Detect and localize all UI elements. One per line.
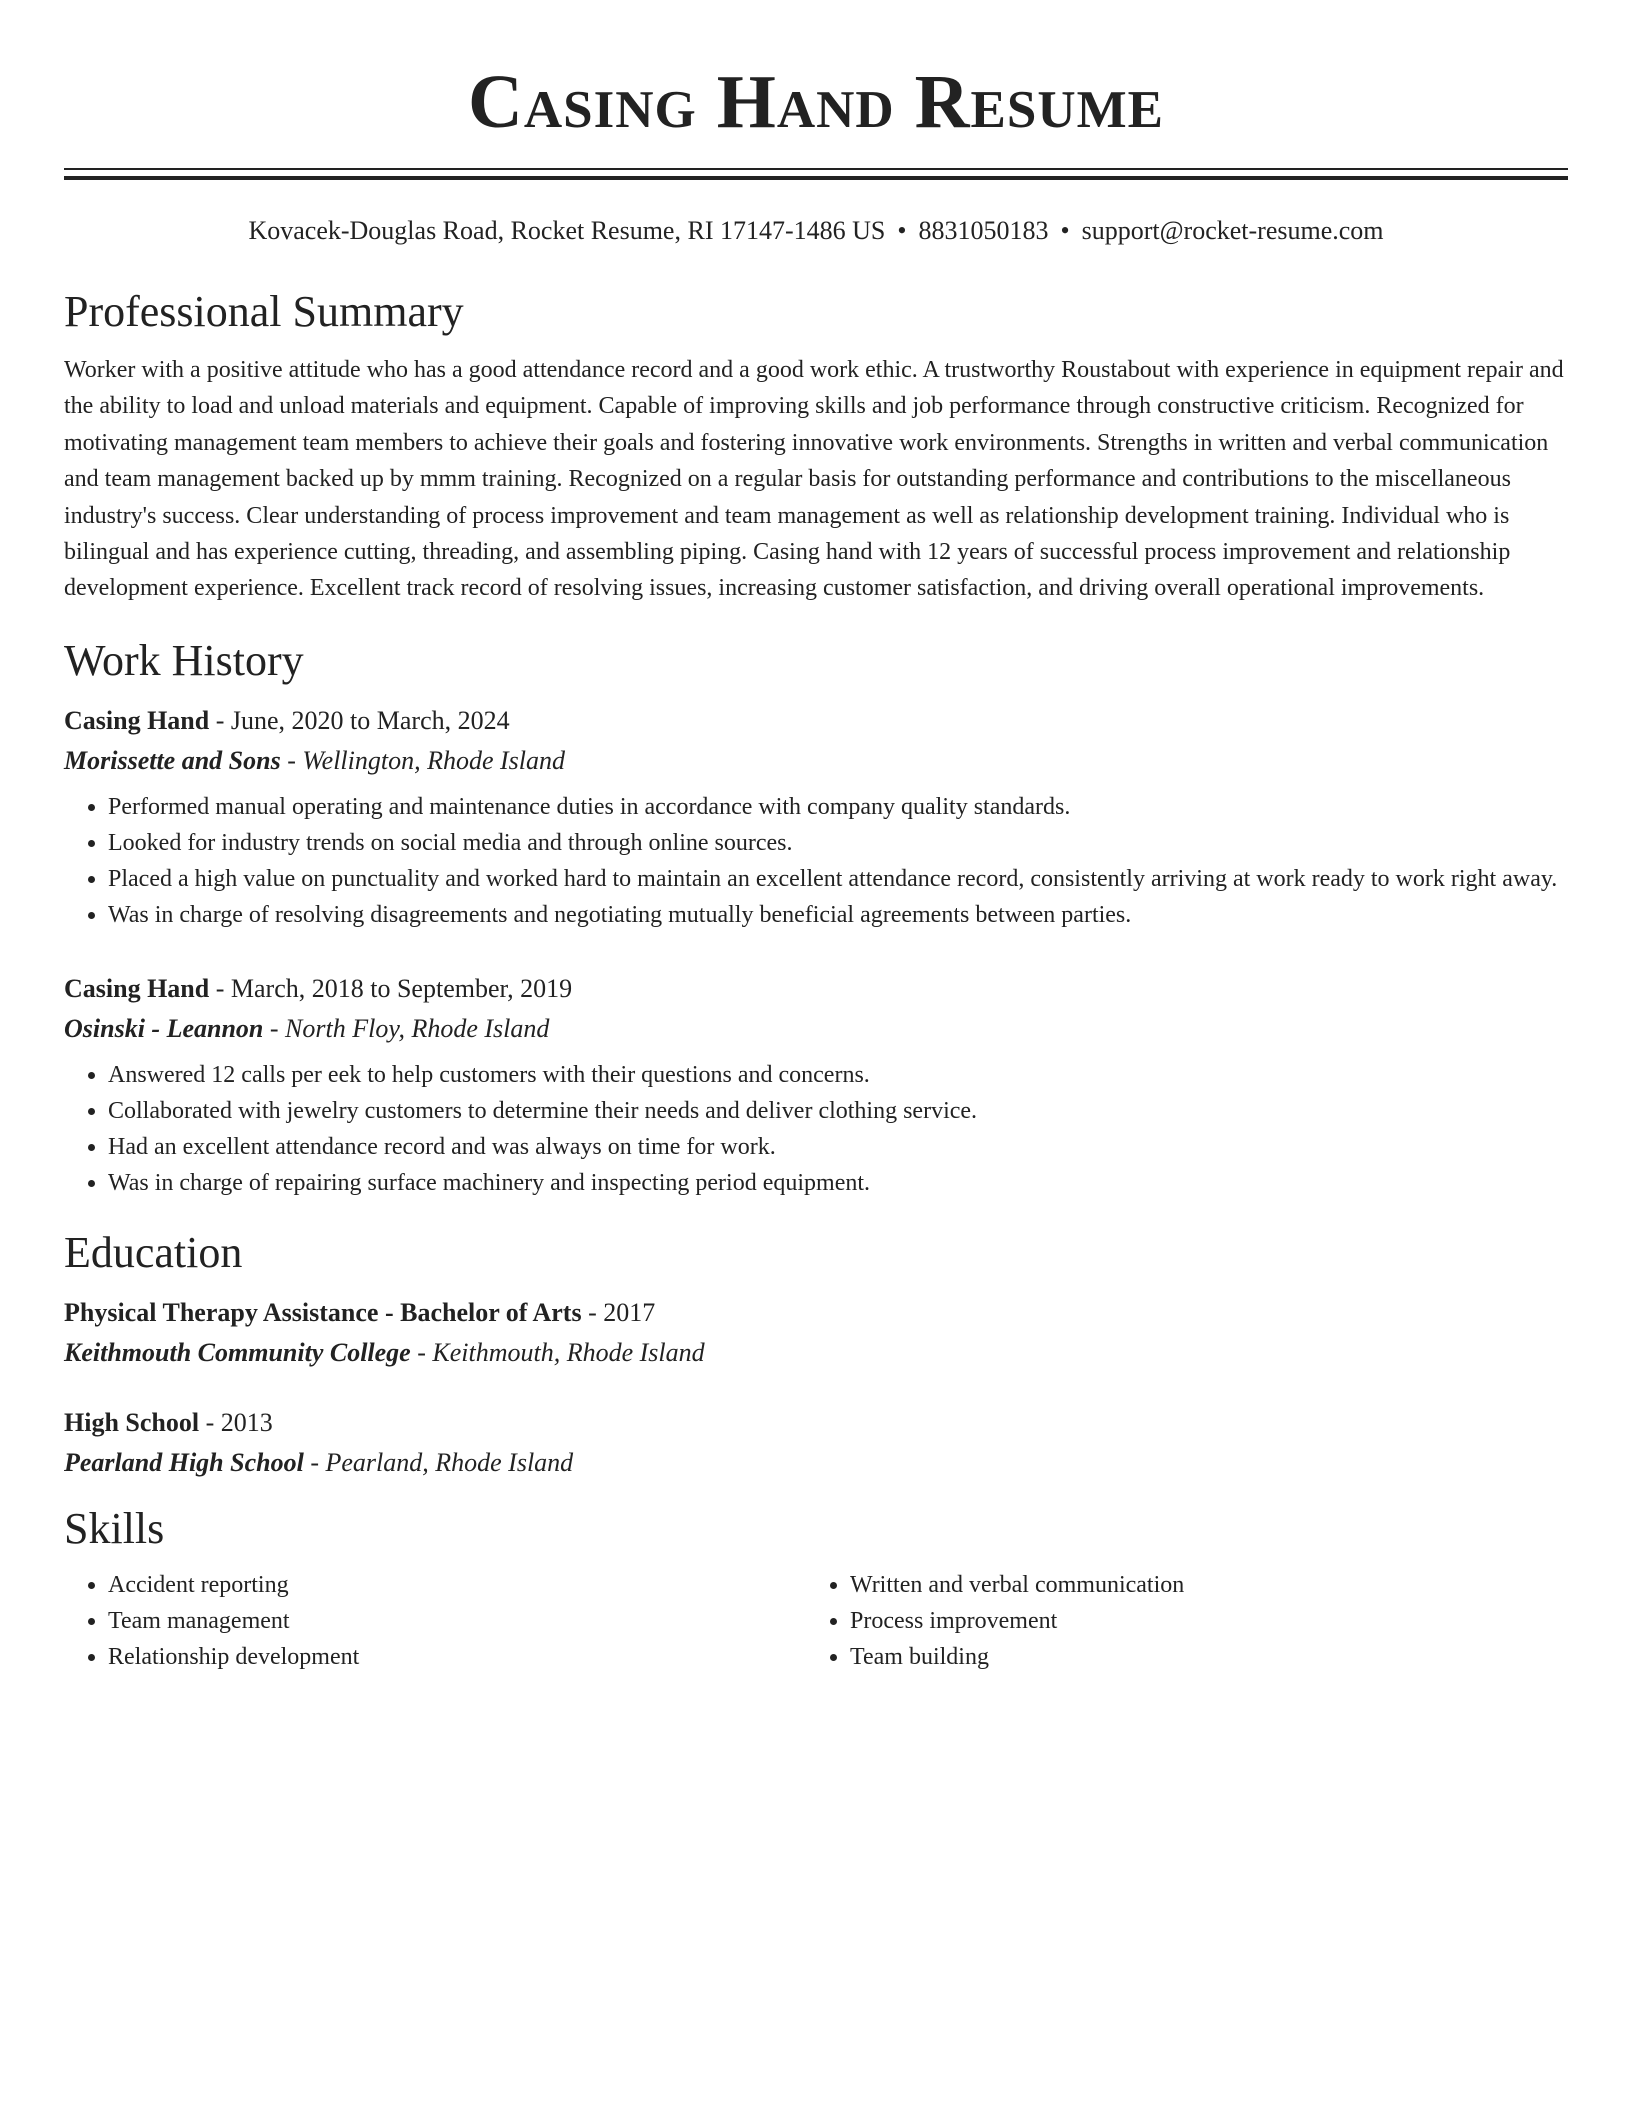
contact-separator: •	[1060, 216, 1070, 245]
job-company: Osinski - Leannon	[64, 1013, 264, 1043]
summary-text: Worker with a positive attitude who has a good attendance record and a good work ethic. A trustworthy Roustabout with experience in equipment repair and the ability to load and unload materials and equipment. Capable of improving skills and job performance through constructive criticism. Recognized for motivating management team members to achieve their goals and fostering innovative work environments. Strengths in written and verbal communication and team management backed up by mmm training. Recognized on a regular basis for outstanding performance and contributions to the miscellaneous industry's success. Clear understanding of process improvement and team management as well as relationship development training. Individual who is bilingual and has experience cutting, threading, and assembling piping. Casing hand with 12 years of successful process improvement and relationship development experience. Excellent track record of resolving issues, increasing customer satisfaction, and driving overall operational improvements.	[64, 357, 1564, 602]
education-entry	[64, 1403, 1568, 1483]
header-rule-thick	[64, 176, 1568, 180]
job-company: Morissette and Sons	[64, 745, 281, 775]
job-duty: • Was in charge of repairing surface machinery and inspecting period equipment.	[108, 1165, 1568, 1201]
education-location: - Keithmouth, Rhode Island	[410, 1337, 705, 1367]
education-school-line	[64, 1443, 1568, 1483]
job-duty: • Was in charge of resolving disagreements and negotiating mutually beneficial agreements between parties.	[108, 897, 1568, 933]
job-location: - Wellington, Rhode Island	[280, 745, 566, 775]
skills-grid	[64, 1567, 1568, 1675]
contact-line	[64, 214, 1568, 248]
job-duties-list	[64, 789, 1568, 933]
job-entry	[64, 701, 1568, 933]
job-company-line	[64, 1009, 1568, 1049]
skills-list-right	[806, 1567, 1548, 1675]
job-duty: • Answered 12 calls per eek to help customers with their questions and concerns.	[108, 1057, 1568, 1093]
job-duty: • Collaborated with jewelry customers to determine their needs and deliver clothing service.	[108, 1093, 1568, 1129]
education-location: - Pearland, Rhode Island	[303, 1447, 574, 1477]
education-degree: Physical Therapy Assistance - Bachelor of Arts	[64, 1297, 582, 1327]
contact-separator: •	[897, 216, 907, 245]
job-title: Casing Hand	[64, 705, 210, 735]
section-heading-summary: Professional Summary	[64, 287, 464, 336]
job-duties-list	[64, 1057, 1568, 1201]
section-heading-education: Education	[64, 1227, 243, 1277]
contact-address: Kovacek-Douglas Road, Rocket Resume, RI 17147-1486 US	[248, 216, 886, 245]
job-company-line	[64, 741, 1568, 781]
education-degree-line	[64, 1403, 1568, 1443]
job-title-line	[64, 969, 1568, 1009]
contact-email: support@rocket-resume.com	[1081, 216, 1384, 245]
education-school-line	[64, 1333, 1568, 1373]
contact-phone: 8831050183	[918, 216, 1049, 245]
education-school: Keithmouth Community College	[64, 1337, 411, 1367]
education-entry	[64, 1293, 1568, 1373]
job-entry	[64, 969, 1568, 1201]
skill-item: • Written and verbal communication	[850, 1567, 1548, 1603]
header-rule-thin	[64, 168, 1568, 170]
education-school: Pearland High School	[64, 1447, 304, 1477]
job-title-line	[64, 701, 1568, 741]
section-heading-skills: Skills	[64, 1503, 165, 1553]
job-duty: • Had an excellent attendance record and was always on time for work.	[108, 1129, 1568, 1165]
education-year: - 2017	[581, 1297, 656, 1327]
skill-item: • Team building	[850, 1639, 1548, 1675]
section-heading-work-history: Work History	[64, 635, 304, 685]
skill-item: • Process improvement	[850, 1603, 1548, 1639]
skill-item: • Relationship development	[108, 1639, 806, 1675]
education-year: - 2013	[199, 1407, 273, 1437]
job-duty: • Performed manual operating and maintenance duties in accordance with company quality standards.	[108, 789, 1568, 825]
skill-item: • Accident reporting	[108, 1567, 806, 1603]
resume-title: Casing Hand Resume	[467, 60, 1165, 144]
education-degree: High School	[64, 1407, 200, 1437]
skill-item: • Team management	[108, 1603, 806, 1639]
job-duty: • Placed a high value on punctuality and worked hard to maintain an excellent attendance record, consistently arriving at work ready to work right away.	[108, 861, 1568, 897]
job-dates: - March, 2018 to September, 2019	[209, 973, 573, 1003]
job-dates: - June, 2020 to March, 2024	[209, 705, 510, 735]
job-duty: • Looked for industry trends on social media and through online sources.	[108, 825, 1568, 861]
education-degree-line	[64, 1293, 1568, 1333]
skills-list-left	[64, 1567, 806, 1675]
job-location: - North Floy, Rhode Island	[263, 1013, 550, 1043]
job-title: Casing Hand	[64, 973, 210, 1003]
